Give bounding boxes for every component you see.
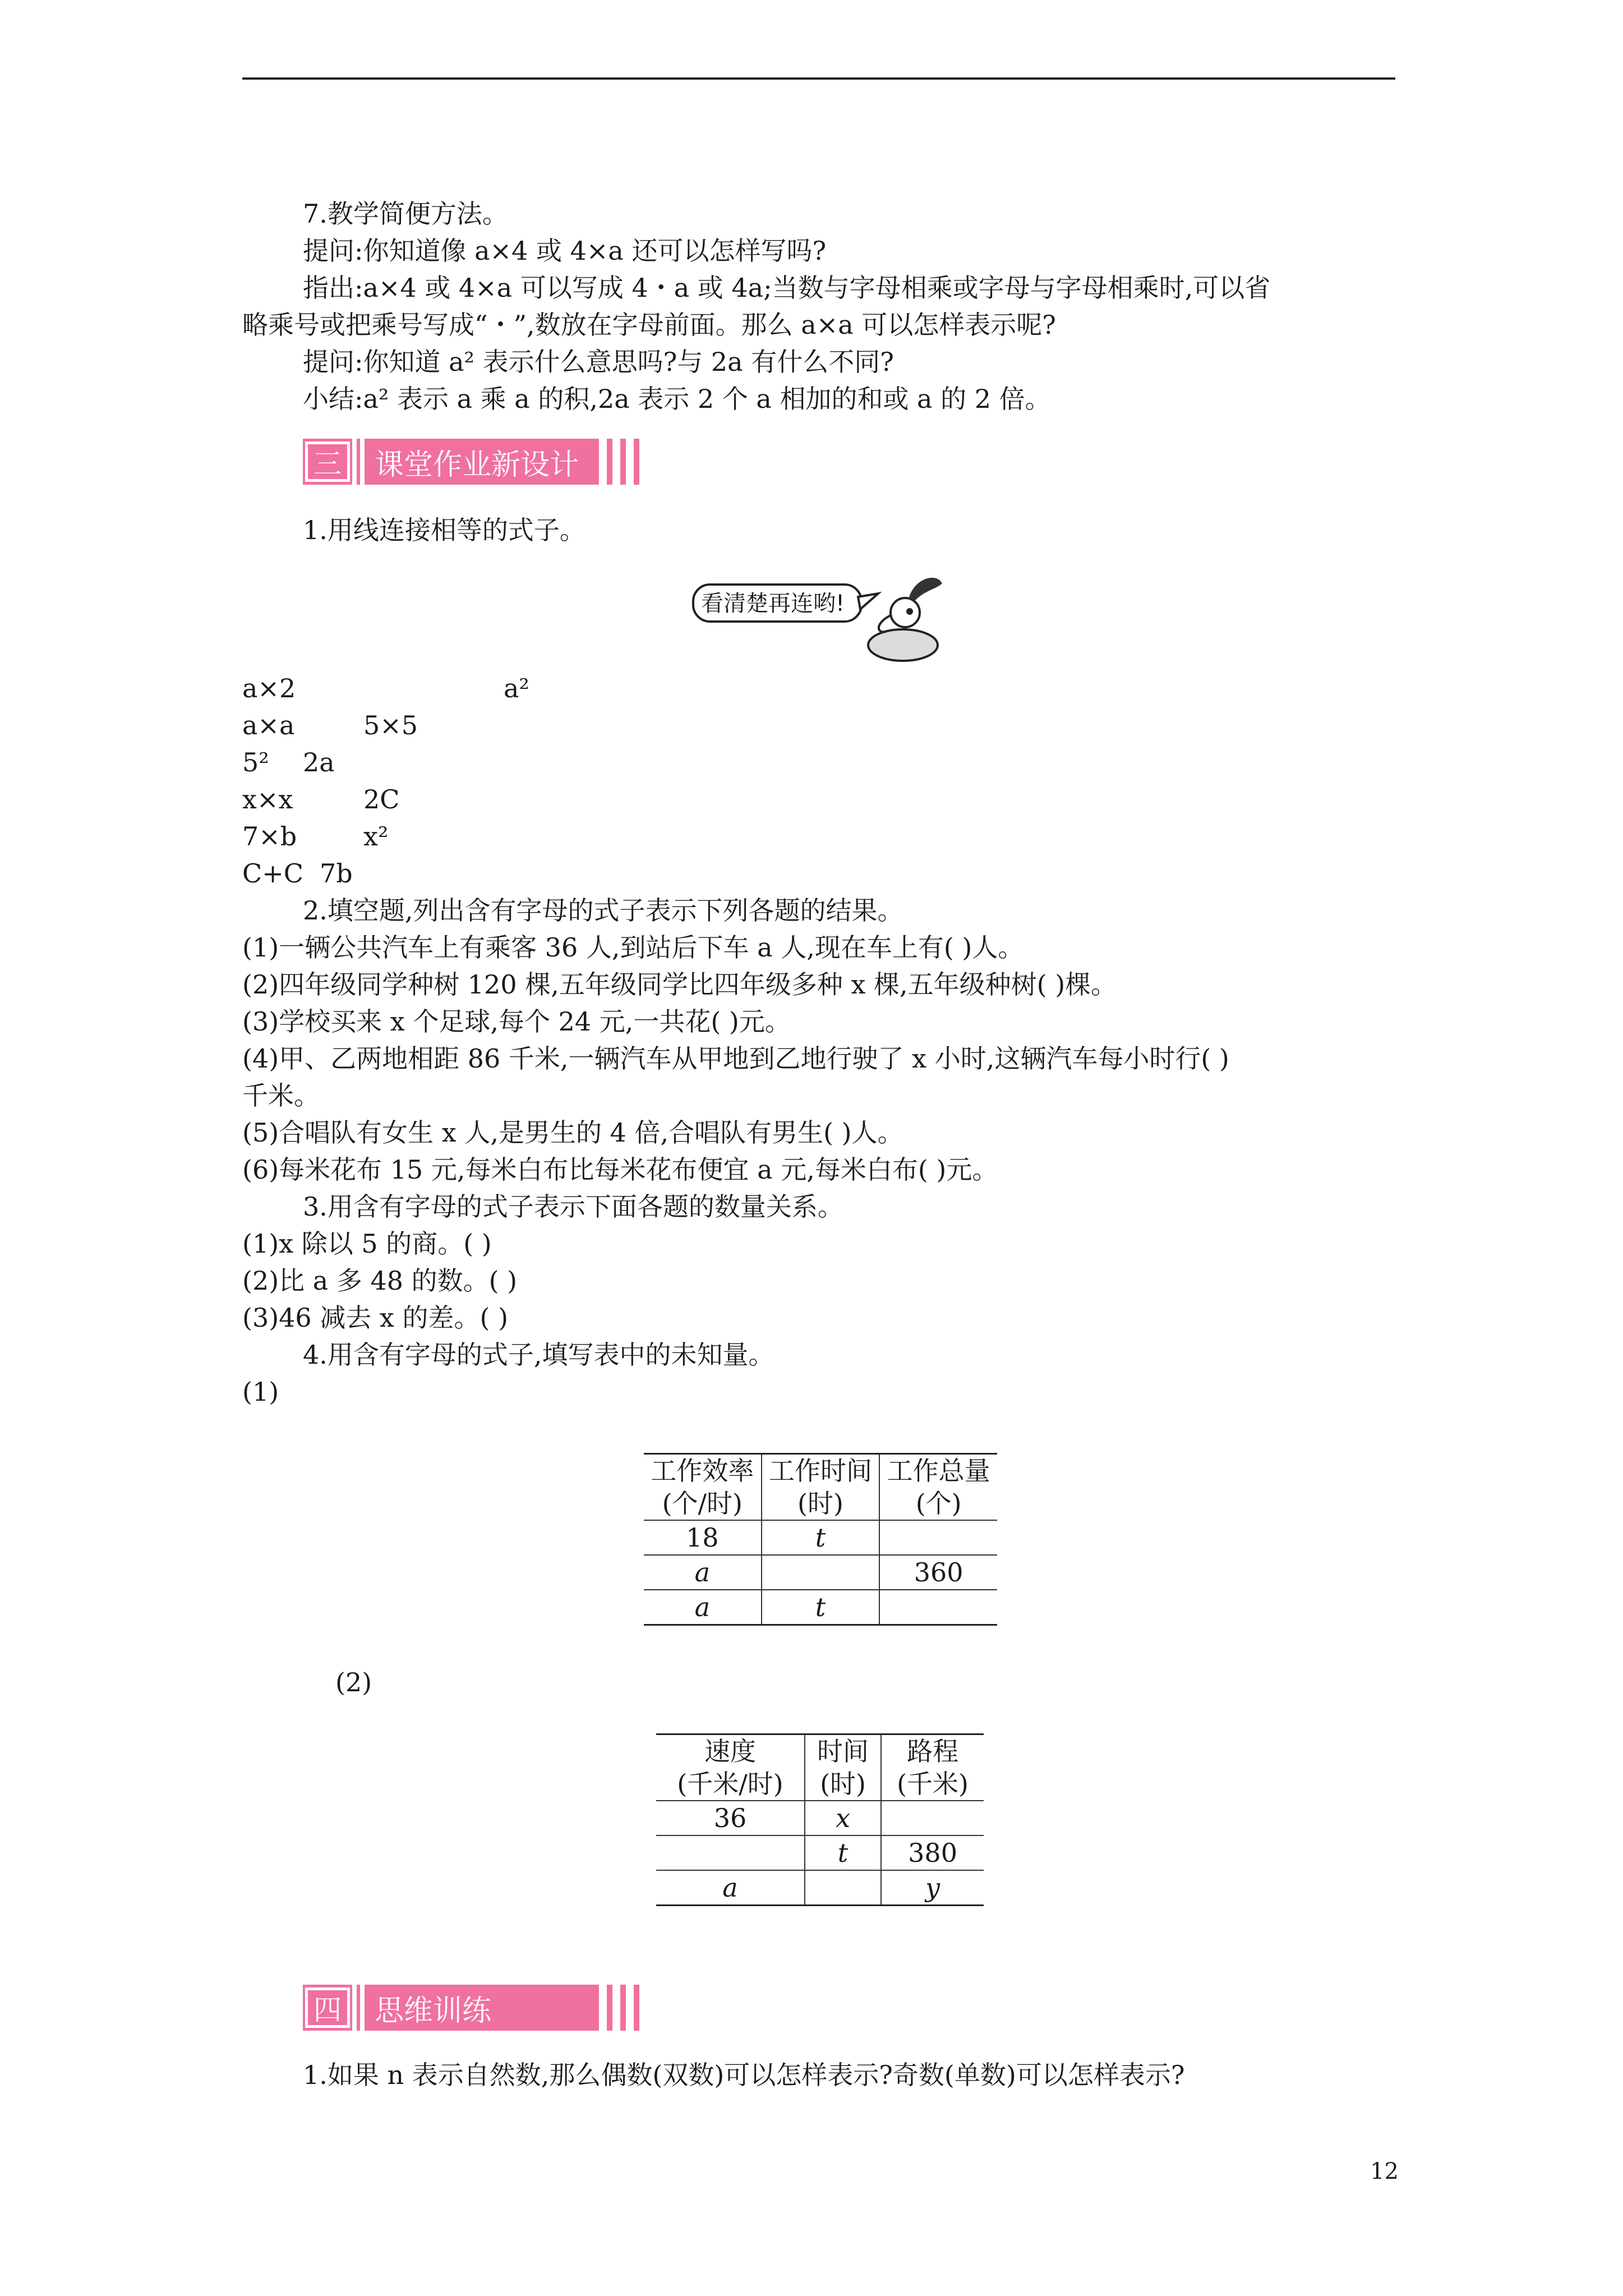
table-2-header: 时间 bbox=[805, 1734, 881, 1768]
table-cell: y bbox=[881, 1870, 984, 1906]
table-cell: t bbox=[762, 1590, 880, 1625]
table-cell bbox=[656, 1835, 805, 1870]
match-left-5: 7×b bbox=[242, 821, 297, 852]
table-1-header: 工作总量 bbox=[879, 1454, 997, 1488]
exercise-4-heading: 4.用含有字母的式子,填写表中的未知量。 bbox=[303, 1340, 774, 1370]
match-left-3: 5² bbox=[242, 747, 269, 777]
exercise-3-item-1: (1)x 除以 5 的商。( ) bbox=[242, 1228, 492, 1259]
match-right-2: 5×5 bbox=[363, 710, 418, 740]
table-cell: 380 bbox=[881, 1835, 984, 1870]
exercise-2-item-6: (6)每米花布 15 元,每米白布比每米花布便宜 a 元,每米白布( )元。 bbox=[242, 1154, 998, 1185]
match-left-6: C+C bbox=[242, 858, 303, 889]
match-right-4: 2C bbox=[363, 784, 400, 815]
table-2-label: (2) bbox=[335, 1667, 372, 1697]
exercise-3-item-2: (2)比 a 多 48 的数。( ) bbox=[242, 1266, 518, 1296]
table-1-label: (1) bbox=[242, 1377, 279, 1407]
section-banner-3 bbox=[303, 439, 639, 485]
table-1-header: 工作时间 bbox=[762, 1454, 880, 1488]
table-cell: 360 bbox=[879, 1555, 997, 1590]
table-2-header: 速度 bbox=[656, 1734, 805, 1768]
match-left-2: a×a bbox=[242, 710, 295, 740]
section7-summary: 小结:a² 表示 a 乘 a 的积,2a 表示 2 个 a 相加的和或 a 的 2 倍。 bbox=[303, 384, 1051, 414]
table-1-unit: (个) bbox=[879, 1487, 997, 1520]
match-left-4: x×x bbox=[242, 784, 293, 815]
section7-question-2: 提问:你知道 a² 表示什么意思吗?与 2a 有什么不同? bbox=[303, 347, 894, 377]
exercise-1-heading: 1.用线连接相等的式子。 bbox=[303, 515, 585, 545]
exercise-2-item-3: (3)学校买来 x 个足球,每个 24 元,一共花( )元。 bbox=[242, 1006, 791, 1037]
thinking-question-1: 1.如果 n 表示自然数,那么偶数(双数)可以怎样表示?奇数(单数)可以怎样表示? bbox=[303, 2060, 1185, 2090]
table-cell: t bbox=[805, 1835, 881, 1870]
exercise-2-item-4: (4)甲、乙两地相距 86 千米,一辆汽车从甲地到乙地行驶了 x 小时,这辆汽车每小时行( ) bbox=[242, 1043, 1229, 1074]
exercise-2-item-5: (5)合唱队有女生 x 人,是男生的 4 倍,合唱队有男生( )人。 bbox=[242, 1117, 903, 1148]
exercise-3-item-3: (3)46 减去 x 的差。( ) bbox=[242, 1303, 509, 1333]
table-cell bbox=[879, 1590, 997, 1625]
table-cell: x bbox=[805, 1801, 881, 1835]
exercise-2-heading: 2.填空题,列出含有字母的式子表示下列各题的结果。 bbox=[303, 895, 903, 926]
speech-bubble-text: 看清楚再连哟! bbox=[701, 591, 845, 616]
table-cell bbox=[881, 1801, 984, 1835]
match-right-3: 2a bbox=[303, 747, 335, 777]
table-cell: a bbox=[656, 1870, 805, 1906]
table-cell: t bbox=[762, 1520, 880, 1555]
section7-heading: 7.教学简便方法。 bbox=[303, 199, 508, 229]
exercise-2-item-4-cont: 千米。 bbox=[242, 1080, 320, 1111]
match-left-1: a×2 bbox=[242, 673, 296, 703]
match-right-1: a² bbox=[504, 673, 529, 703]
match-right-5: x² bbox=[363, 821, 389, 852]
exercise-2-item-1: (1)一辆公共汽车上有乘客 36 人,到站后下车 a 人,现在车上有( )人。 bbox=[242, 932, 1024, 963]
banner-number: 四 bbox=[305, 1987, 350, 2028]
table-2-unit: (时) bbox=[805, 1768, 881, 1801]
banner-title: 课堂作业新设计 bbox=[365, 439, 599, 485]
table-cell: 36 bbox=[656, 1801, 805, 1835]
section-banner-4 bbox=[303, 1985, 639, 2031]
table-2-header: 路程 bbox=[881, 1734, 984, 1768]
table-cell: a bbox=[644, 1590, 762, 1625]
section7-question-1: 提问:你知道像 a×4 或 4×a 还可以怎样写吗? bbox=[303, 236, 827, 266]
banner-title: 思维训练 bbox=[365, 1985, 599, 2031]
exercise-2-item-2: (2)四年级同学种树 120 棵,五年级同学比四年级多种 x 棵,五年级种树( )棵。 bbox=[242, 969, 1117, 1000]
header-rule bbox=[242, 77, 1395, 80]
section7-point-2: 略乘号或把乘号写成“・”,数放在字母前面。那么 a×a 可以怎样表示呢? bbox=[242, 310, 1056, 340]
exercise-3-heading: 3.用含有字母的式子表示下面各题的数量关系。 bbox=[303, 1191, 843, 1222]
section7-point-1: 指出:a×4 或 4×a 可以写成 4・a 或 4a;当数与字母相乘或字母与字母相乘时,可以省 bbox=[303, 273, 1271, 303]
table-cell bbox=[762, 1555, 880, 1590]
match-right-6: 7b bbox=[320, 858, 353, 889]
banner-number: 三 bbox=[305, 441, 350, 482]
table-cell: a bbox=[644, 1555, 762, 1590]
table-cell bbox=[805, 1870, 881, 1906]
table-2-unit: (千米) bbox=[881, 1768, 984, 1801]
speed-table bbox=[656, 1733, 984, 1906]
work-table bbox=[644, 1453, 997, 1626]
table-cell: 18 bbox=[644, 1520, 762, 1555]
table-2-unit: (千米/时) bbox=[656, 1768, 805, 1801]
table-1-header: 工作效率 bbox=[644, 1454, 762, 1488]
table-cell bbox=[879, 1520, 997, 1555]
table-1-unit: (个/时) bbox=[644, 1487, 762, 1520]
page-number: 12 bbox=[1370, 2159, 1399, 2184]
table-1-unit: (时) bbox=[762, 1487, 880, 1520]
